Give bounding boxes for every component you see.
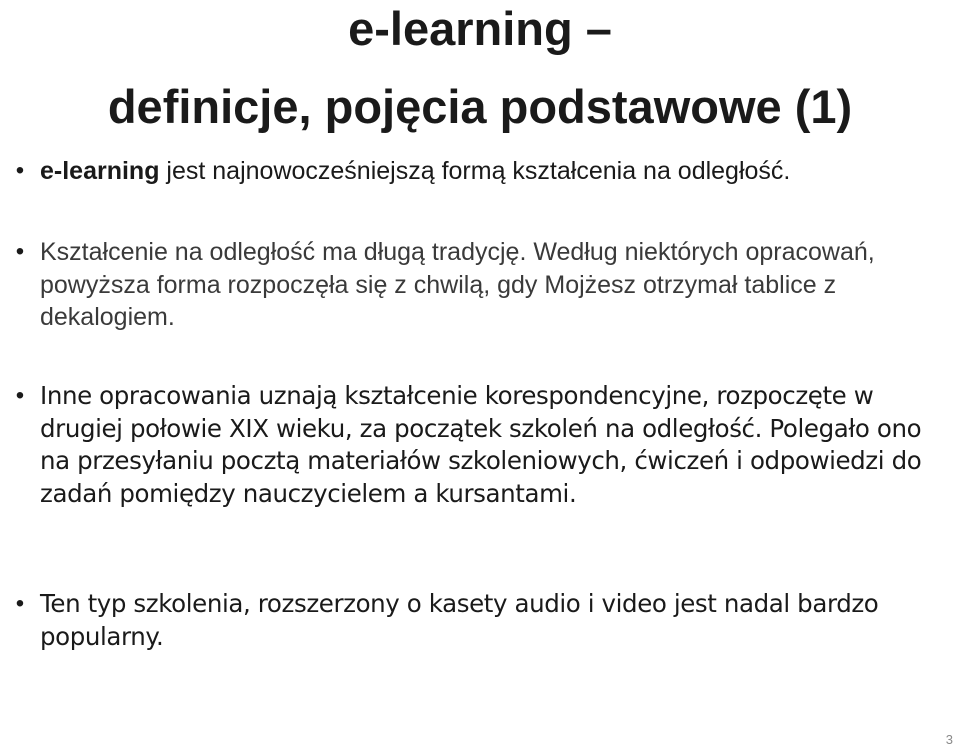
bullet-icon: • bbox=[15, 238, 25, 265]
bullet-icon: • bbox=[15, 382, 25, 409]
bullet-icon: • bbox=[15, 590, 25, 617]
term-e-learning: e-learning bbox=[40, 157, 160, 185]
bullet-icon: • bbox=[15, 157, 25, 184]
slide-title-line-1: e-learning – bbox=[348, 2, 612, 55]
bullet-item-4 bbox=[8, 588, 948, 653]
page-number: 3 bbox=[945, 732, 953, 747]
bullet-text-body: jest najnowocześniejszą formą kształcenia na odległość. bbox=[159, 157, 791, 185]
bullet-text: Ten typ szkolenia, rozszerzony o kasety audio i video jest nadal bardzo popularny. bbox=[40, 589, 879, 651]
slide-title-line-2: definicje, pojęcia podstawowe (1) bbox=[107, 80, 853, 133]
bullet-item-3 bbox=[8, 380, 948, 510]
bullet-text: Kształcenie na odległość ma długą tradycję. Według niektórych opracowań, powyższa forma rozpoczęła się z chwilą, gdy Mojżesz otrzymał tablice z dekalogiem. bbox=[40, 238, 875, 331]
bullet-text bbox=[40, 157, 790, 185]
bullet-text: Inne opracowania uznają kształcenie korespondencyjne, rozpoczęte w drugiej połowie XIX wieku, za początek szkoleń na odległość. Polegało ono na przesyłaniu pocztą materiałów szkoleniowych, ćwiczeń i odpowiedzi do zadań pomiędzy nauczycielem a kursantami. bbox=[40, 381, 922, 508]
bullet-item-1 bbox=[8, 155, 948, 188]
bullet-item-2 bbox=[8, 236, 948, 334]
